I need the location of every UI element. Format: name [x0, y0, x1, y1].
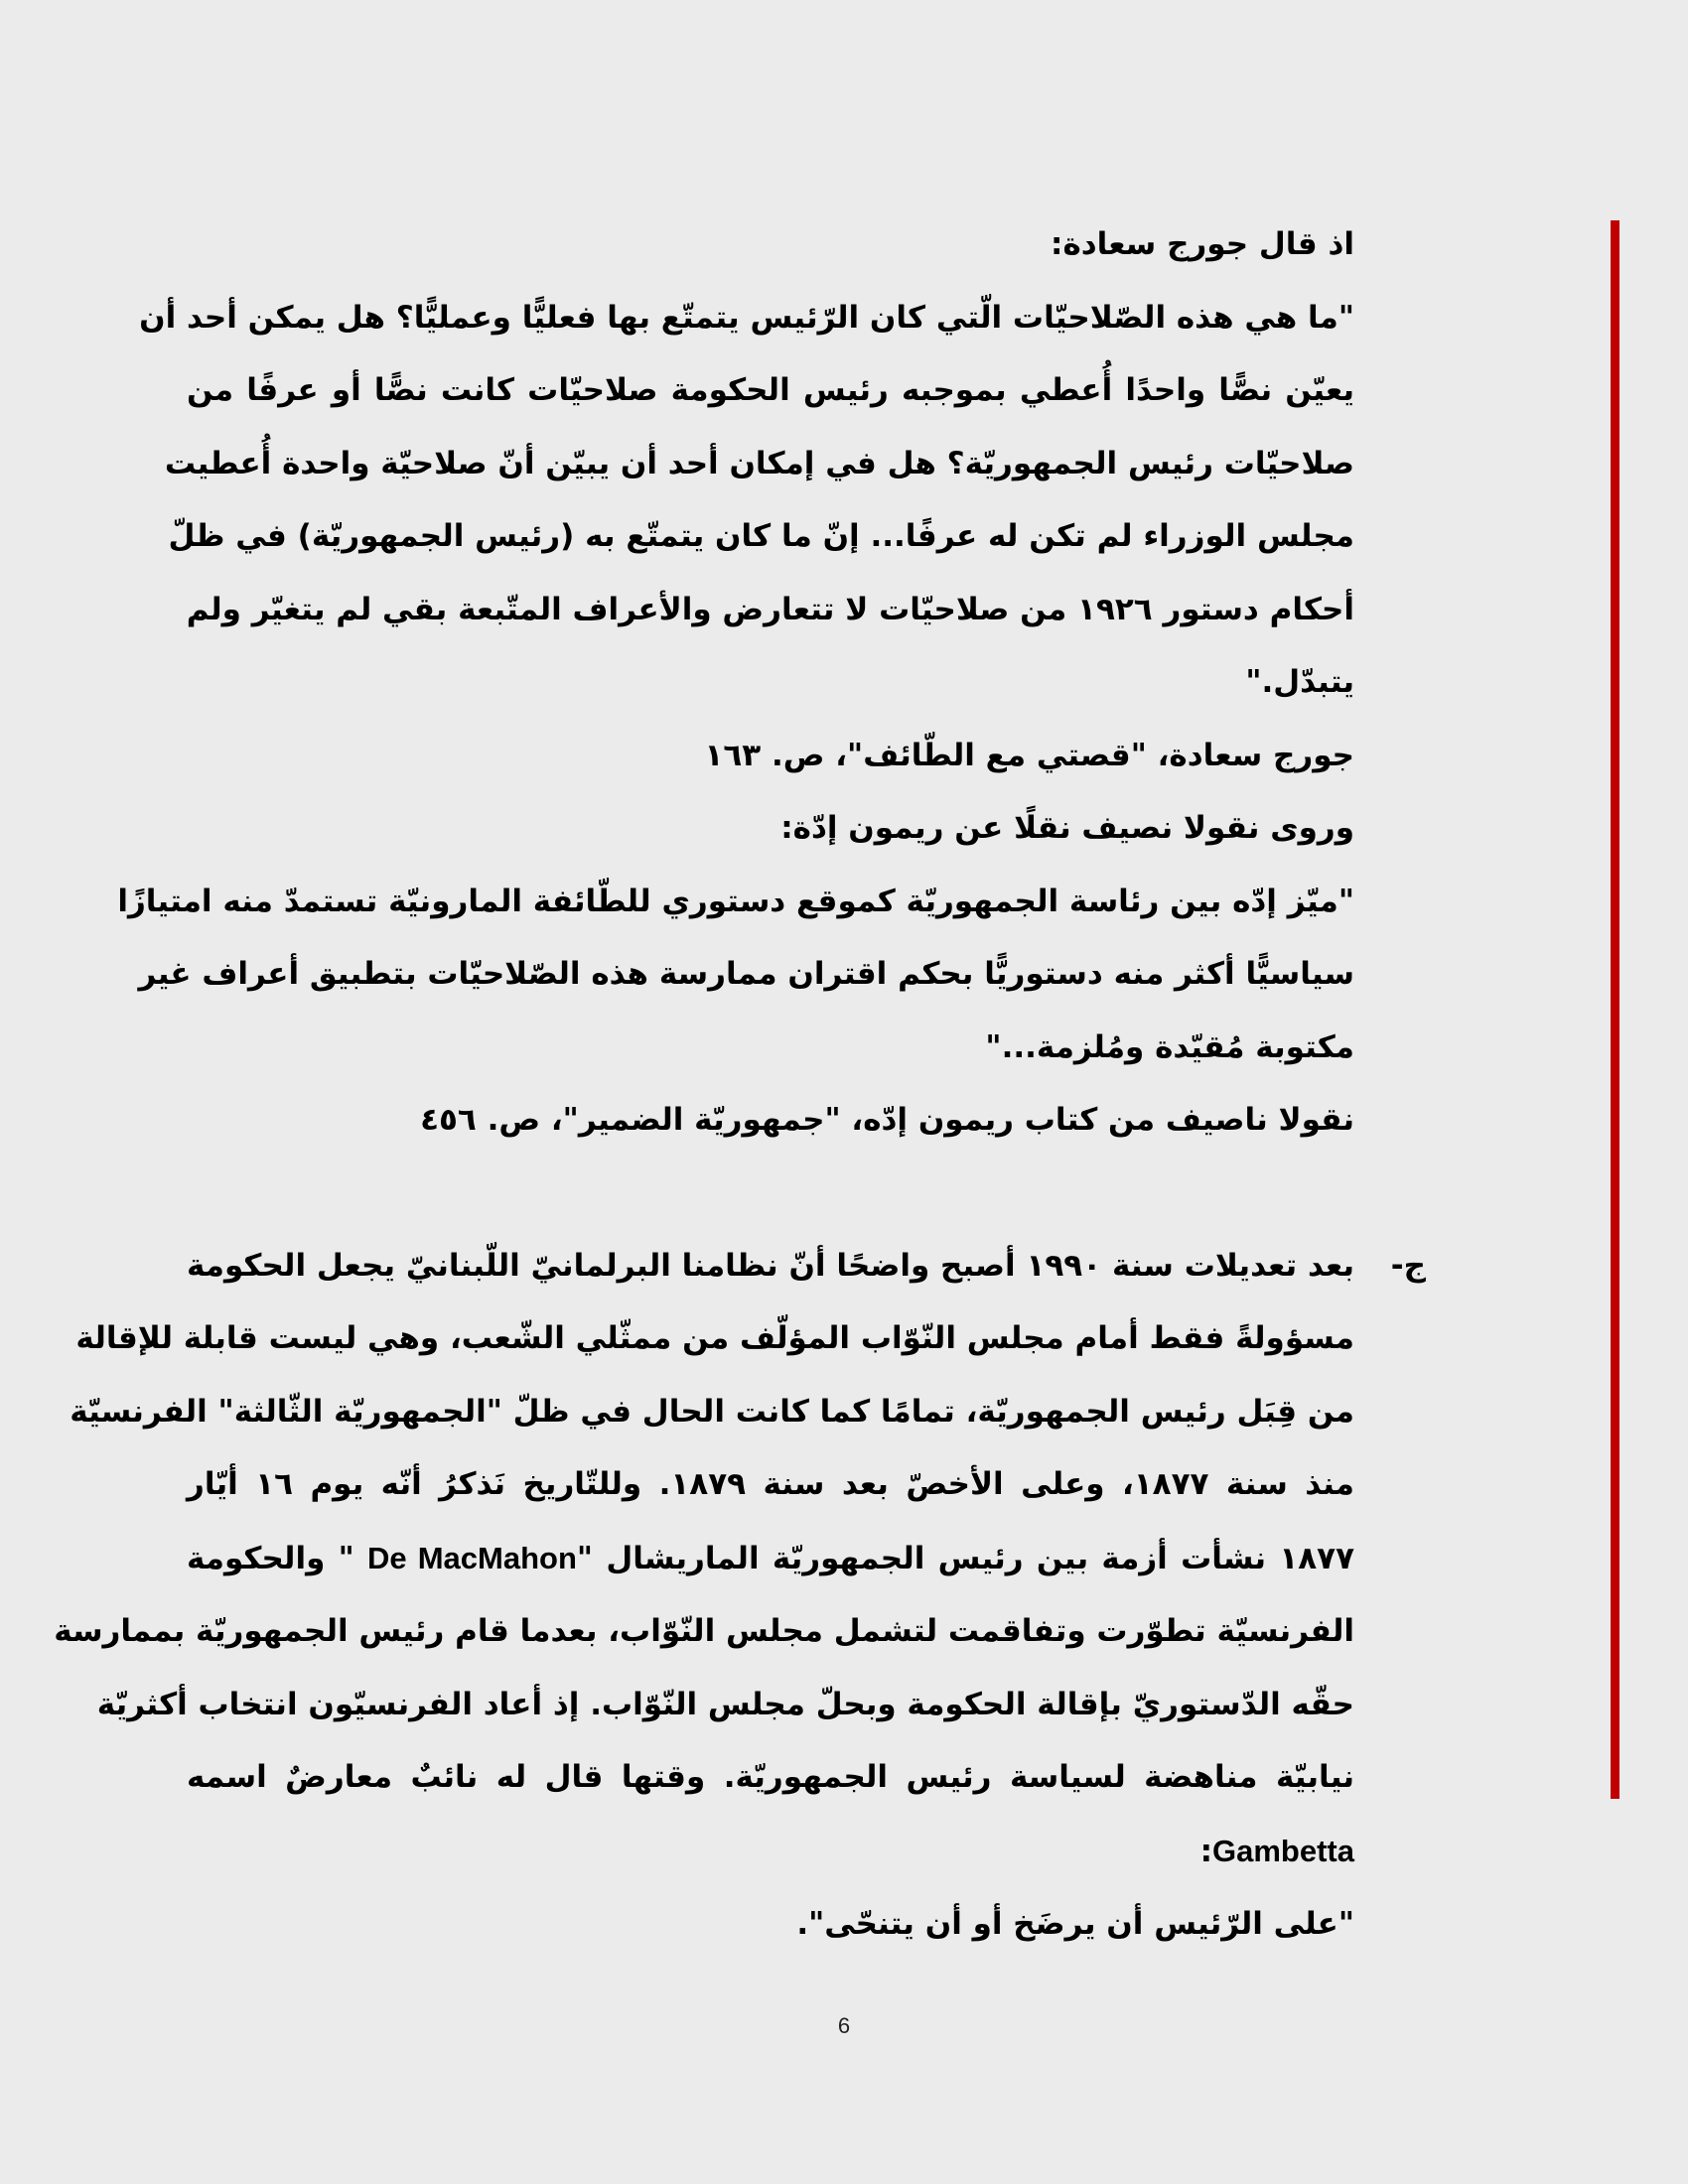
quote-line: مكتوبة مُقيّدة ومُلزمة..." — [985, 1028, 1354, 1065]
paragraph-line: بعد تعديلات سنة ١٩٩٠ أصبح واضحًا أنّ نظامنا البرلمانيّ اللّبنانيّ يجعل الحكومة — [187, 1247, 1354, 1284]
quote-line: يعيّن نصًّا واحدًا أُعطي بموجبه رئيس الحكومة صلاحيّات كانت نصًّا أو عرفًا من — [187, 372, 1354, 408]
paragraph-1990-amendments — [54, 1230, 1355, 1889]
paragraph-text: وروى نقولا نصيف نقلًا عن ريمون إدّة: — [780, 810, 1354, 846]
intro-line-nicolas-nassif — [187, 792, 1354, 866]
latin-name-macmahon: De MacMahon — [367, 1540, 577, 1575]
quote-line: "على الرّئيس أن يرضَخ أو أن يتنحّى". — [796, 1906, 1354, 1942]
text-segment: " والحكومة — [187, 1540, 368, 1576]
paragraph-line: من قِبَل رئيس الجمهوريّة، تمامًا كما كانت الحال في ظلّ "الجمهوريّة الثّالثة" الفرنسيّة — [70, 1393, 1354, 1430]
paragraph-text: اذ قال جورج سعادة: — [1051, 226, 1354, 262]
quote-raymond-edde — [117, 866, 1354, 1085]
quote-george-saade — [139, 282, 1354, 720]
page-number: 6 — [837, 2013, 851, 2038]
quote-line: أحكام دستور ١٩٢٦ من صلاحيّات لا تتعارض والأعراف المتّبعة بقي لم يتغيّر ولم — [186, 591, 1354, 627]
paragraph-line-gambetta — [187, 1815, 1354, 1889]
quote-line: مجلس الوزراء لم تكن له عرفًا... إنّ ما كان يتمتّع به (رئيس الجمهوريّة) في ظلّ — [168, 518, 1354, 554]
paragraph-line-macmahon — [187, 1522, 1354, 1596]
citation-george-saade — [187, 720, 1354, 793]
quote-line: يتبدّل." — [1245, 664, 1354, 700]
latin-name-gambetta: Gambetta — [1212, 1833, 1354, 1868]
paragraph-line: منذ سنة ١٨٧٧، وعلى الأخصّ بعد سنة ١٨٧٩. وللتّاريخ نَذكرُ أنّه يوم ١٦ أيّار — [187, 1466, 1355, 1502]
paragraph-line: الفرنسيّة تطوّرت وتفاقمت لتشمل مجلس النّوّاب، بعدما قام رئيس الجمهوريّة بممارسة — [54, 1613, 1354, 1649]
citation-text: نقولا ناصيف من كتاب ريمون إدّه، "جمهوريّة الضمير"، ص. ٤٥٦ — [420, 1102, 1354, 1138]
quote-line: "ما هي هذه الصّلاحيّات الّتي كان الرّئيس يتمتّع بها فعليًّا وعمليًّا؟ هل يمكن أحد أن — [139, 299, 1354, 336]
quote-gambetta — [187, 1888, 1354, 1962]
quote-line: سياسيًّا أكثر منه دستوريًّا بحكم اقتران ممارسة هذه الصّلاحيّات بتطبيق أعراف غير — [138, 956, 1354, 992]
margin-red-rule — [1611, 220, 1619, 1799]
paragraph-line: مسؤولةً فقط أمام مجلس النّوّاب المؤلّف من ممثّلي الشّعب، وهي ليست قابلة للإقالة — [75, 1320, 1354, 1356]
list-item-jim — [54, 1230, 1426, 1962]
list-marker: ج- — [1390, 1247, 1426, 1284]
text-segment: : — [1199, 1833, 1213, 1869]
citation-nicolas-nassif — [187, 1084, 1354, 1158]
paragraph-gap — [187, 1158, 1354, 1230]
intro-line-george-saade — [187, 208, 1354, 282]
paragraph-line: نيابيّة مناهضة لسياسة رئيس الجمهوريّة. وقتها قال له نائبٌ معارضٌ اسمه — [187, 1759, 1354, 1795]
quote-line: صلاحيّات رئيس الجمهوريّة؟ هل في إمكان أحد أن يبيّن أنّ صلاحيّة واحدة أُعطيت — [164, 445, 1354, 481]
citation-text: جورج سعادة، "قصتي مع الطّائف"، ص. ١٦٣ — [704, 737, 1354, 773]
quote-line: "ميّز إدّه بين رئاسة الجمهوريّة كموقع دستوري للطّائفة المارونيّة تستمدّ منه امتيازًا — [117, 883, 1354, 919]
page-body — [54, 208, 1426, 1962]
text-segment: ١٨٧٧ نشأت أزمة بين رئيس الجمهوريّة الماريشال " — [576, 1540, 1354, 1576]
paragraph-line: حقّه الدّستوريّ بإقالة الحكومة وبحلّ مجلس النّوّاب. إذ أعاد الفرنسيّون انتخاب أكثريّة — [96, 1686, 1354, 1722]
